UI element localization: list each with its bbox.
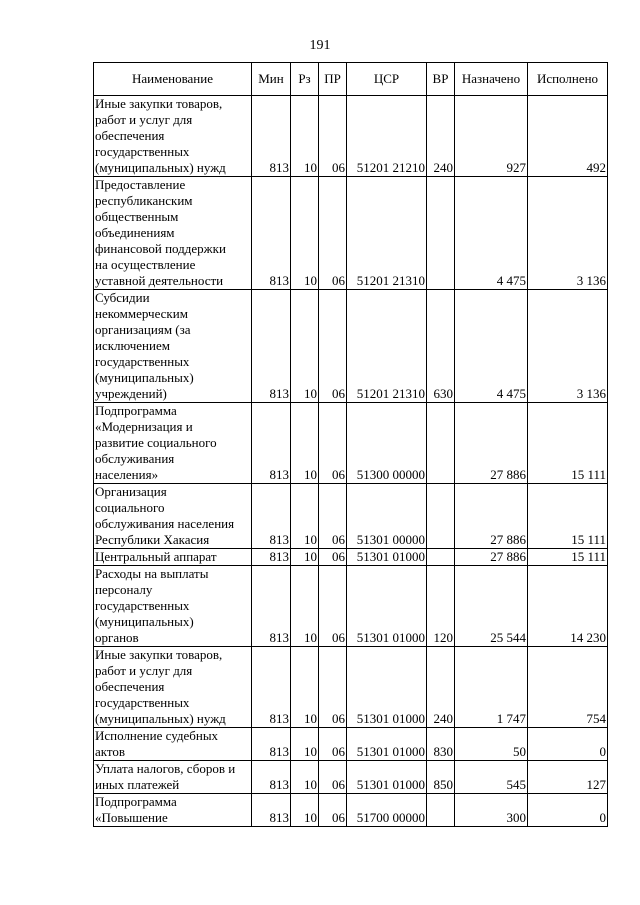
column-header-min: Мин — [252, 63, 291, 96]
column-header-name: Наименование — [94, 63, 252, 96]
table-header-row — [94, 63, 608, 96]
row-pr-cell: 06 — [319, 403, 347, 484]
row-pr-cell: 06 — [319, 728, 347, 761]
row-assigned-cell: 4 475 — [455, 177, 528, 290]
row-min-cell: 813 — [252, 549, 291, 566]
row-min-cell: 813 — [252, 728, 291, 761]
row-rz-cell: 10 — [291, 794, 319, 827]
row-assigned-cell: 4 475 — [455, 290, 528, 403]
row-rz-cell: 10 — [291, 290, 319, 403]
table-row — [94, 794, 608, 827]
row-min-cell: 813 — [252, 761, 291, 794]
row-executed-cell: 754 — [528, 647, 608, 728]
row-executed-cell: 14 230 — [528, 566, 608, 647]
row-rz-cell: 10 — [291, 177, 319, 290]
row-vr-cell: 850 — [427, 761, 455, 794]
row-assigned-cell: 1 747 — [455, 647, 528, 728]
row-executed-cell: 15 111 — [528, 549, 608, 566]
row-executed-cell: 0 — [528, 728, 608, 761]
row-name-cell: Предоставление республиканским общественным объединениям финансовой поддержки на осуществление уставной деятельности — [94, 177, 252, 290]
row-executed-cell: 0 — [528, 794, 608, 827]
row-min-cell: 813 — [252, 177, 291, 290]
row-vr-cell — [427, 177, 455, 290]
row-min-cell: 813 — [252, 647, 291, 728]
row-name-cell: Исполнение судебных актов — [94, 728, 252, 761]
row-assigned-cell: 300 — [455, 794, 528, 827]
column-header-executed: Исполнено — [528, 63, 608, 96]
table-row — [94, 647, 608, 728]
row-csr-cell: 51301 01000 — [347, 761, 427, 794]
row-executed-cell: 15 111 — [528, 484, 608, 549]
row-pr-cell: 06 — [319, 290, 347, 403]
row-min-cell: 813 — [252, 566, 291, 647]
row-csr-cell: 51300 00000 — [347, 403, 427, 484]
row-pr-cell: 06 — [319, 647, 347, 728]
row-min-cell: 813 — [252, 484, 291, 549]
row-csr-cell: 51201 21310 — [347, 290, 427, 403]
row-rz-cell: 10 — [291, 761, 319, 794]
row-vr-cell — [427, 549, 455, 566]
row-csr-cell: 51301 01000 — [347, 549, 427, 566]
row-vr-cell: 120 — [427, 566, 455, 647]
row-name-cell: Подпрограмма «Модернизация и развитие социального обслуживания населения» — [94, 403, 252, 484]
column-header-rz: Рз — [291, 63, 319, 96]
row-vr-cell: 240 — [427, 96, 455, 177]
budget-table — [93, 62, 608, 827]
row-pr-cell: 06 — [319, 566, 347, 647]
row-min-cell: 813 — [252, 794, 291, 827]
row-executed-cell: 127 — [528, 761, 608, 794]
row-pr-cell: 06 — [319, 761, 347, 794]
column-header-vr: ВР — [427, 63, 455, 96]
column-header-csr: ЦСР — [347, 63, 427, 96]
row-csr-cell: 51301 00000 — [347, 484, 427, 549]
page-number: 191 — [309, 38, 331, 53]
row-rz-cell: 10 — [291, 566, 319, 647]
row-name-cell: Организация социального обслуживания населения Республики Хакасия — [94, 484, 252, 549]
row-name-cell: Уплата налогов, сборов и иных платежей — [94, 761, 252, 794]
row-pr-cell: 06 — [319, 794, 347, 827]
table-row — [94, 96, 608, 177]
table-body — [94, 96, 608, 827]
row-executed-cell: 3 136 — [528, 290, 608, 403]
row-rz-cell: 10 — [291, 549, 319, 566]
row-csr-cell: 51301 01000 — [347, 566, 427, 647]
row-executed-cell: 492 — [528, 96, 608, 177]
table-row — [94, 549, 608, 566]
row-vr-cell — [427, 484, 455, 549]
row-min-cell: 813 — [252, 96, 291, 177]
table-row — [94, 290, 608, 403]
row-assigned-cell: 27 886 — [455, 403, 528, 484]
row-rz-cell: 10 — [291, 728, 319, 761]
row-name-cell: Иные закупки товаров, работ и услуг для обеспечения государственных (муниципальных) нужд — [94, 96, 252, 177]
row-rz-cell: 10 — [291, 484, 319, 549]
row-csr-cell: 51201 21210 — [347, 96, 427, 177]
row-assigned-cell: 25 544 — [455, 566, 528, 647]
row-csr-cell: 51301 01000 — [347, 728, 427, 761]
table-row — [94, 728, 608, 761]
row-vr-cell — [427, 794, 455, 827]
row-vr-cell: 630 — [427, 290, 455, 403]
row-assigned-cell: 27 886 — [455, 484, 528, 549]
table-row — [94, 761, 608, 794]
row-pr-cell: 06 — [319, 177, 347, 290]
row-name-cell: Субсидии некоммерческим организациям (за исключением государственных (муниципальных) учреждений) — [94, 290, 252, 403]
row-rz-cell: 10 — [291, 647, 319, 728]
row-name-cell: Центральный аппарат — [94, 549, 252, 566]
row-executed-cell: 3 136 — [528, 177, 608, 290]
table-row — [94, 403, 608, 484]
row-pr-cell: 06 — [319, 549, 347, 566]
row-vr-cell: 240 — [427, 647, 455, 728]
row-rz-cell: 10 — [291, 96, 319, 177]
row-min-cell: 813 — [252, 290, 291, 403]
row-csr-cell: 51201 21310 — [347, 177, 427, 290]
row-assigned-cell: 927 — [455, 96, 528, 177]
column-header-pr: ПР — [319, 63, 347, 96]
row-assigned-cell: 545 — [455, 761, 528, 794]
row-vr-cell — [427, 403, 455, 484]
row-pr-cell: 06 — [319, 96, 347, 177]
row-csr-cell: 51301 01000 — [347, 647, 427, 728]
table-row — [94, 177, 608, 290]
column-header-assigned: Назначено — [455, 63, 528, 96]
row-assigned-cell: 50 — [455, 728, 528, 761]
row-csr-cell: 51700 00000 — [347, 794, 427, 827]
row-name-cell: Расходы на выплаты персоналу государственных (муниципальных) органов — [94, 566, 252, 647]
row-name-cell: Подпрограмма «Повышение — [94, 794, 252, 827]
row-executed-cell: 15 111 — [528, 403, 608, 484]
row-pr-cell: 06 — [319, 484, 347, 549]
row-name-cell: Иные закупки товаров, работ и услуг для обеспечения государственных (муниципальных) нужд — [94, 647, 252, 728]
row-assigned-cell: 27 886 — [455, 549, 528, 566]
table-row — [94, 484, 608, 549]
row-vr-cell: 830 — [427, 728, 455, 761]
row-rz-cell: 10 — [291, 403, 319, 484]
table-row — [94, 566, 608, 647]
row-min-cell: 813 — [252, 403, 291, 484]
